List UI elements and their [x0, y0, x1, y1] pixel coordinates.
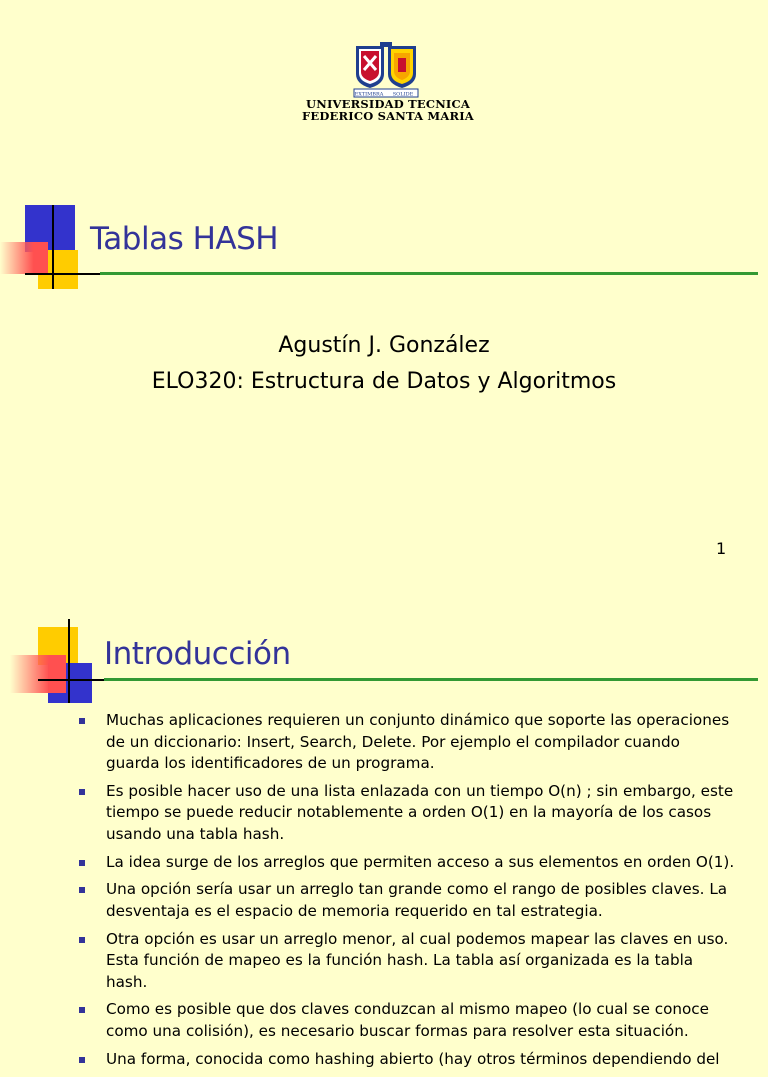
bullet-icon	[79, 1057, 85, 1063]
list-item-text: Como es posible que dos claves conduzcan al mismo mapeo (lo cual se conoce como una colisión), es necesario buscar formas para resolver esta situación.	[106, 1000, 709, 1040]
course-name: ELO320: Estructura de Datos y Algoritmos	[151, 369, 617, 394]
bullet-icon	[79, 718, 85, 724]
bullet-icon	[79, 860, 85, 866]
logo-motto-left: EXTIMBRA	[354, 91, 384, 98]
slide-title: Introducción	[104, 636, 291, 672]
bullet-list	[0, 710, 768, 1077]
title-rule	[104, 678, 758, 681]
list-item	[0, 710, 768, 775]
decoration-red-bar	[0, 242, 48, 274]
list-item	[0, 879, 768, 922]
title-rule-dark	[38, 679, 108, 681]
list-item-text: Otra opción es usar un arreglo menor, al cual podemos mapear las claves en uso. Esta función de mapeo es la función hash. La tabla así organizada es la tabla hash.	[106, 929, 729, 991]
decoration-vertical-line	[52, 205, 54, 289]
list-item	[0, 781, 768, 846]
list-item-text: Una forma, conocida como hashing abierto (hay otros términos dependiendo del	[106, 1049, 720, 1068]
university-name-line1: UNIVERSIDAD TECNICA	[306, 97, 470, 111]
decoration-vertical-line	[68, 619, 70, 703]
title-rule-dark	[25, 273, 105, 275]
decoration-red-bar	[10, 655, 66, 693]
bullet-icon	[79, 887, 85, 893]
list-item	[0, 929, 768, 994]
list-item-text: Muchas aplicaciones requieren un conjunto dinámico que soporte las operaciones de un diccionario: Insert, Search, Delete. Por ejemplo el compilador cuando guarda los identificadores de un programa.	[106, 711, 730, 772]
logo-motto-right: SOLIDE	[392, 91, 414, 98]
list-item	[0, 852, 768, 874]
list-item	[0, 999, 768, 1042]
list-item	[0, 1049, 768, 1071]
list-item-text: Una opción sería usar un arreglo tan grande como el rango de posibles claves. La desventaja es el espacio de memoria requerido en tal estrategia.	[106, 880, 728, 920]
bullet-icon	[79, 937, 85, 943]
title-rule	[100, 272, 758, 275]
list-item-text: La idea surge de los arreglos que permiten acceso a sus elementos en orden O(1).	[106, 852, 735, 871]
university-name	[290, 98, 486, 122]
university-logo	[352, 40, 420, 102]
slide-title: Tablas HASH	[90, 221, 279, 257]
page-number: 1	[716, 539, 727, 558]
university-name-line2: FEDERICO SANTA MARIA	[302, 109, 474, 123]
bullet-icon	[79, 1007, 85, 1013]
intro-slide	[0, 600, 768, 1068]
bullet-icon	[79, 789, 85, 795]
author-name: Agustín J. González	[278, 333, 490, 358]
list-item-text: Es posible hacer uso de una lista enlazada con un tiempo O(n) ; sin embargo, este tiempo se puede reducir notablemente a orden O(1) en la mayoría de los casos usando una tabla hash.	[106, 781, 734, 843]
